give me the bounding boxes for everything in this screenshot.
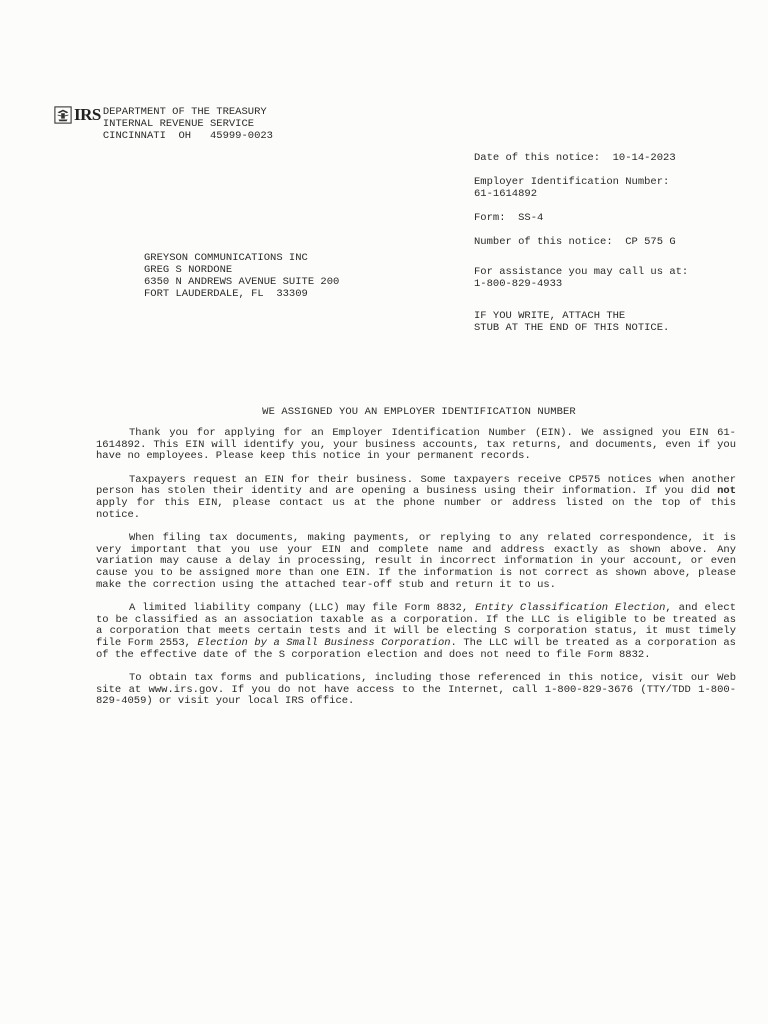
department-name: DEPARTMENT OF THE TREASURY <box>102 106 267 118</box>
service-name: INTERNAL REVENUE SERVICE <box>102 118 255 130</box>
paragraph-4 <box>96 603 736 661</box>
contact-name: GREG S NORDONE <box>144 264 233 276</box>
write-line-1: IF YOU WRITE, ATTACH THE <box>474 310 626 322</box>
company-name: GREYSON COMMUNICATIONS INC <box>144 252 308 264</box>
write-line-2: STUB AT THE END OF THIS NOTICE. <box>474 322 670 334</box>
notice-number: Number of this notice: CP 575 G <box>474 236 676 248</box>
paragraph-2-text-a: Taxpayers request an EIN for their business. Some taxpayers receive CP575 notices when another person has stolen their identity and are opening a business using their information. If you did <box>96 473 736 498</box>
irs-logo-text: IRS <box>74 105 101 124</box>
notice-title-wrap <box>0 406 768 418</box>
irs-logo <box>54 106 101 124</box>
write-instructions <box>474 310 744 334</box>
notice-info <box>474 152 744 346</box>
paragraph-5: To obtain tax forms and publications, including those referenced in this notice, visit our Web site at www.irs.gov. If you do not have access to the Internet, call 1-800-829-3676 (TTY/TDD 1-800-829-4059) or visit your local IRS office. <box>96 672 736 708</box>
department-address <box>103 106 273 142</box>
street-address: 6350 N ANDREWS AVENUE SUITE 200 <box>144 276 340 288</box>
assistance-block <box>474 266 744 290</box>
ein-block <box>474 176 744 200</box>
paragraph-2 <box>96 475 736 521</box>
ein-label: Employer Identification Number: <box>474 176 670 188</box>
city-state-zip: FORT LAUDERDALE, FL 33309 <box>144 288 308 300</box>
assistance-label: For assistance you may call us at: <box>474 266 689 278</box>
notice-date: Date of this notice: 10-14-2023 <box>474 152 676 164</box>
paragraph-3: When filing tax documents, making payments, or replying to any related correspondence, it is very important that you use your EIN and complete name and address exactly as shown above. Any variation may cause a delay in processing, result in incorrect information in your account, or even cause you to be assigned more than one EIN. If the information is not correct as shown above, please make the correction using the attached tear-off stub and return it to us. <box>96 532 736 591</box>
assistance-phone: 1-800-829-4933 <box>474 278 563 290</box>
paragraph-2-text-b: apply for this EIN, please contact us at the phone number or address listed on the top of this notice. <box>96 496 736 521</box>
letterhead <box>54 106 273 142</box>
paragraph-4-italic-2: Election by a Small Business Corporation <box>197 636 451 649</box>
paragraph-2-bold: not <box>717 485 736 498</box>
notice-title: WE ASSIGNED YOU AN EMPLOYER IDENTIFICATION NUMBER <box>262 406 576 418</box>
eagle-icon <box>54 106 72 124</box>
paragraph-1: Thank you for applying for an Employer Identification Number (EIN). We assigned you EIN 61-1614892. This EIN will identify you, your business accounts, tax returns, and documents, even if you have no employees. Please keep this notice in your permanent records. <box>96 427 736 463</box>
department-city: CINCINNATI OH 45999-0023 <box>102 130 273 142</box>
paragraph-4-text-b: , and elect to be classified as an association taxable as a corporation. If the LLC is eligible to be treated as a corporation that meets certain tests and it will be electing S corporation status, it must timely file Form 2553, <box>96 602 737 649</box>
paragraph-4-text-a: A limited liability company (LLC) may file Form 8832, <box>129 602 476 615</box>
paragraph-4-italic-1: Entity Classification Election <box>475 602 666 615</box>
ein-value: 61-1614892 <box>474 188 538 200</box>
form-number: Form: SS-4 <box>474 212 544 224</box>
recipient-address <box>144 252 339 300</box>
paragraph-4-text-c: . The LLC will be treated as a corporation as of the effective date of the S corporation election and does not need to file Form 8832. <box>96 636 736 661</box>
notice-body <box>96 428 736 720</box>
